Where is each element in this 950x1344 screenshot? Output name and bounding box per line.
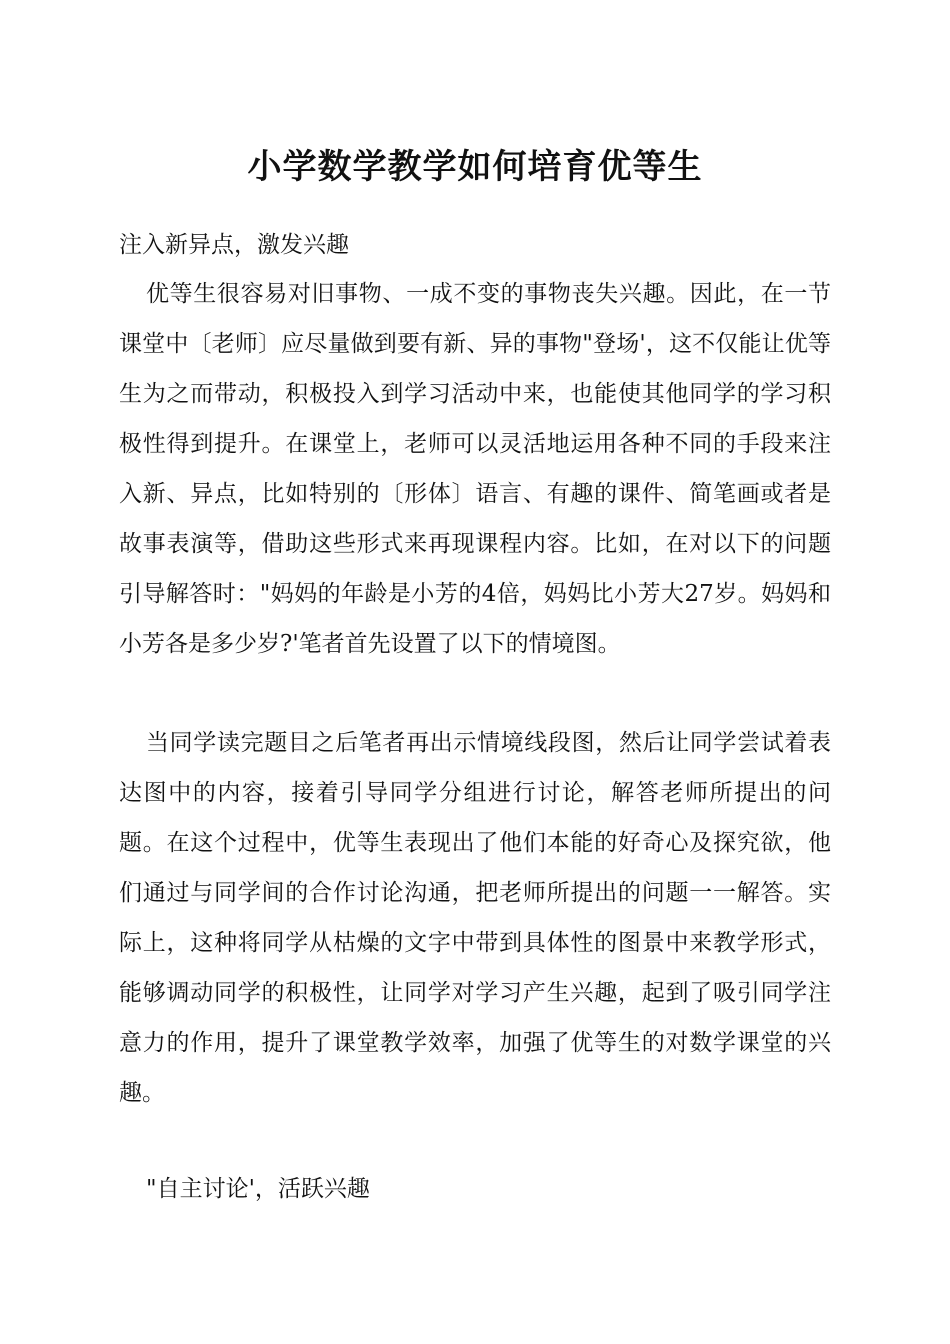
section-heading-1: 注入新异点，激发兴趣 (119, 232, 349, 258)
document-title: 小学数学教学如何培育优等生 (247, 147, 703, 187)
paragraph-2: 当同学读完题目之后笔者再出示情境线段图，然后让同学尝试着表达图中的内容，接着引导同学分组进行讨论，解答老师所提出的问题。在这个过程中，优等生表现出了他们本能的好奇心及探究欲，他们通过与同学间的合作讨论沟通，把老师所提出的问题一一解答。实际上，这种将同学从枯燥的文字中带到具体性的图景中来教学形式，能够调动同学的积极性，让同学对学习产生兴趣，起到了吸引同学注意力的作用，提升了课堂教学效率，加强了优等生的对数学课堂的兴趣。 (119, 730, 831, 1106)
paragraph-1: 优等生很容易对旧事物、一成不变的事物丧失兴趣。因此，在一节课堂中〔老师〕应尽量做到要有新、异的事物"登场'，这不仅能让优等生为之而带动，积极投入到学习活动中来，也能使其他同学的学习积极性得到提升。在课堂上，老师可以灵活地运用各种不同的手段来注入新、异点，比如特别的〔形体〕语言、有趣的课件、简笔画或者是故事表演等，借助这些形式来再现课程内容。比如，在对以下的问题引导解答时："妈妈的年龄是小芳的4倍，妈妈比小芳大27岁。妈妈和小芳各是多少岁?'笔者首先设置了以下的情境图。 (119, 281, 831, 657)
section-heading-2: "自主讨论'，活跃兴趣 (146, 1176, 370, 1202)
